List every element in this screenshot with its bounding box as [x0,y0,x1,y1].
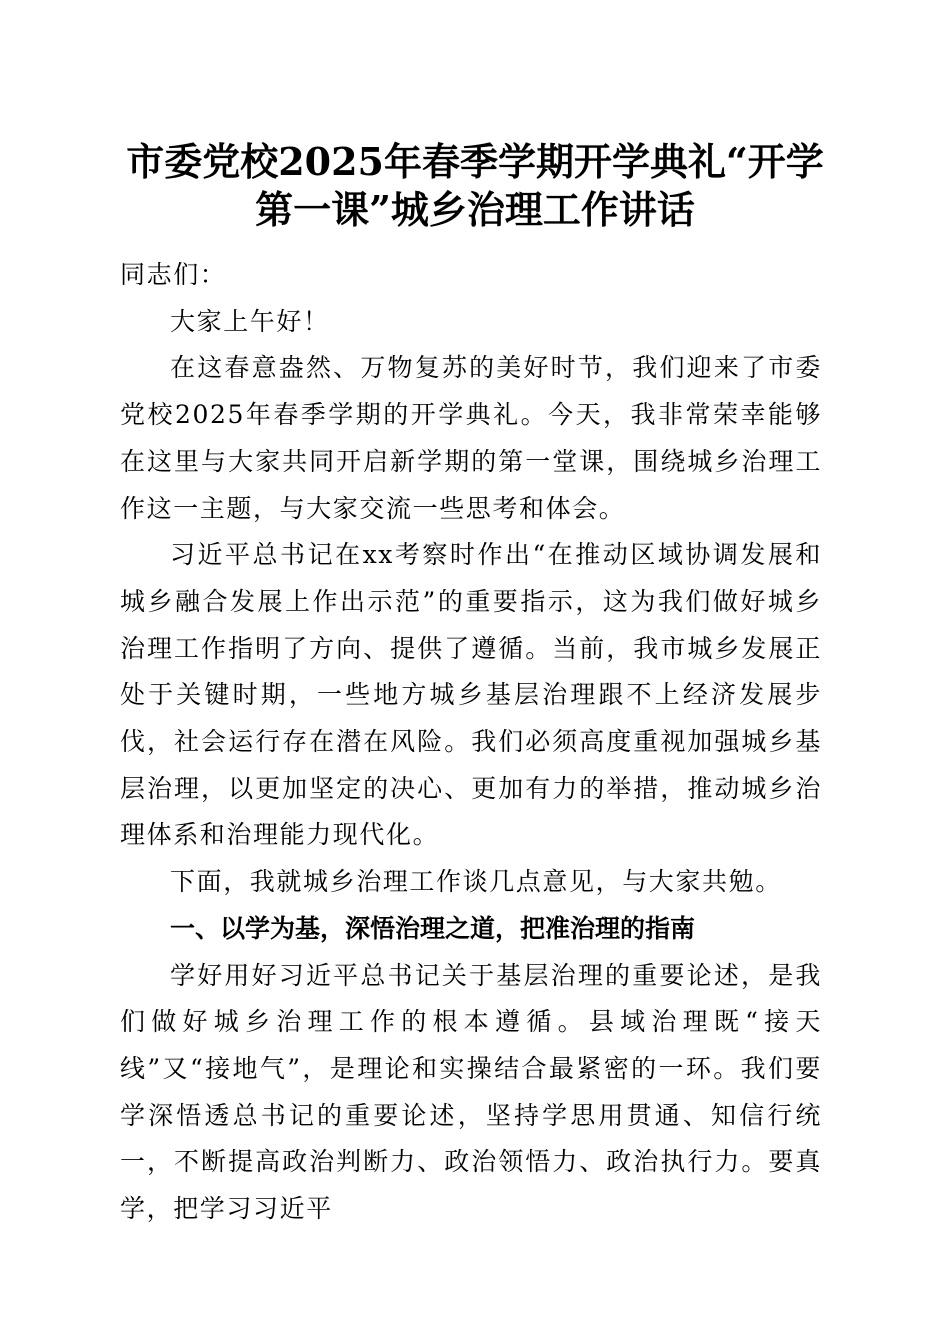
paragraph-transition: 下面，我就城乡治理工作谈几点意见，与大家共勉。 [170,867,782,897]
section-heading: 一、以学为基，深悟治理之道，把准治理的指南 [170,913,696,943]
salutation: 同志们： [120,260,227,289]
paragraph-greeting: 大家上午好！ [170,306,330,336]
document-body [120,252,822,1233]
paragraph-directive: 习近平总书记在xx考察时作出“在推动区域协调发展和城乡融合发展上作出示范”的重要指示，这为我们做好城乡治理工作指明了方向、提供了遵循。当前，我市城乡发展正处于关键时期，一些地方城乡基层治理跟不上经济发展步伐，社会运行存在潜在风险。我们必须高度重视加强城乡基层治理，以更加坚定的决心、更加有力的举措，推动城乡治理体系和治理能力现代化。 [120,540,822,850]
paragraph-section-one: 学好用好习近平总书记关于基层治理的重要论述，是我们做好城乡治理工作的根本遵循。县域治理既“接天线”又“接地气”，是理论和实操结合最紧密的一环。我们要学深悟透总书记的重要论述，坚持学思用贯通、知信行统一，不断提高政治判断力、政治领悟力、政治执行力。要真学，把学习习近平 [120,960,822,1224]
document-title: 市委党校2025年春季学期开学典礼“开学第一课”城乡治理工作讲话 [126,139,824,232]
paragraph-intro: 在这春意盎然、万物复苏的美好时节，我们迎来了市委党校2025年春季学期的开学典礼。今天，我非常荣幸能够在这里与大家共同开启新学期的第一堂课，围绕城乡治理工作这一主题，与大家交流一些思考和体会。 [120,353,822,523]
